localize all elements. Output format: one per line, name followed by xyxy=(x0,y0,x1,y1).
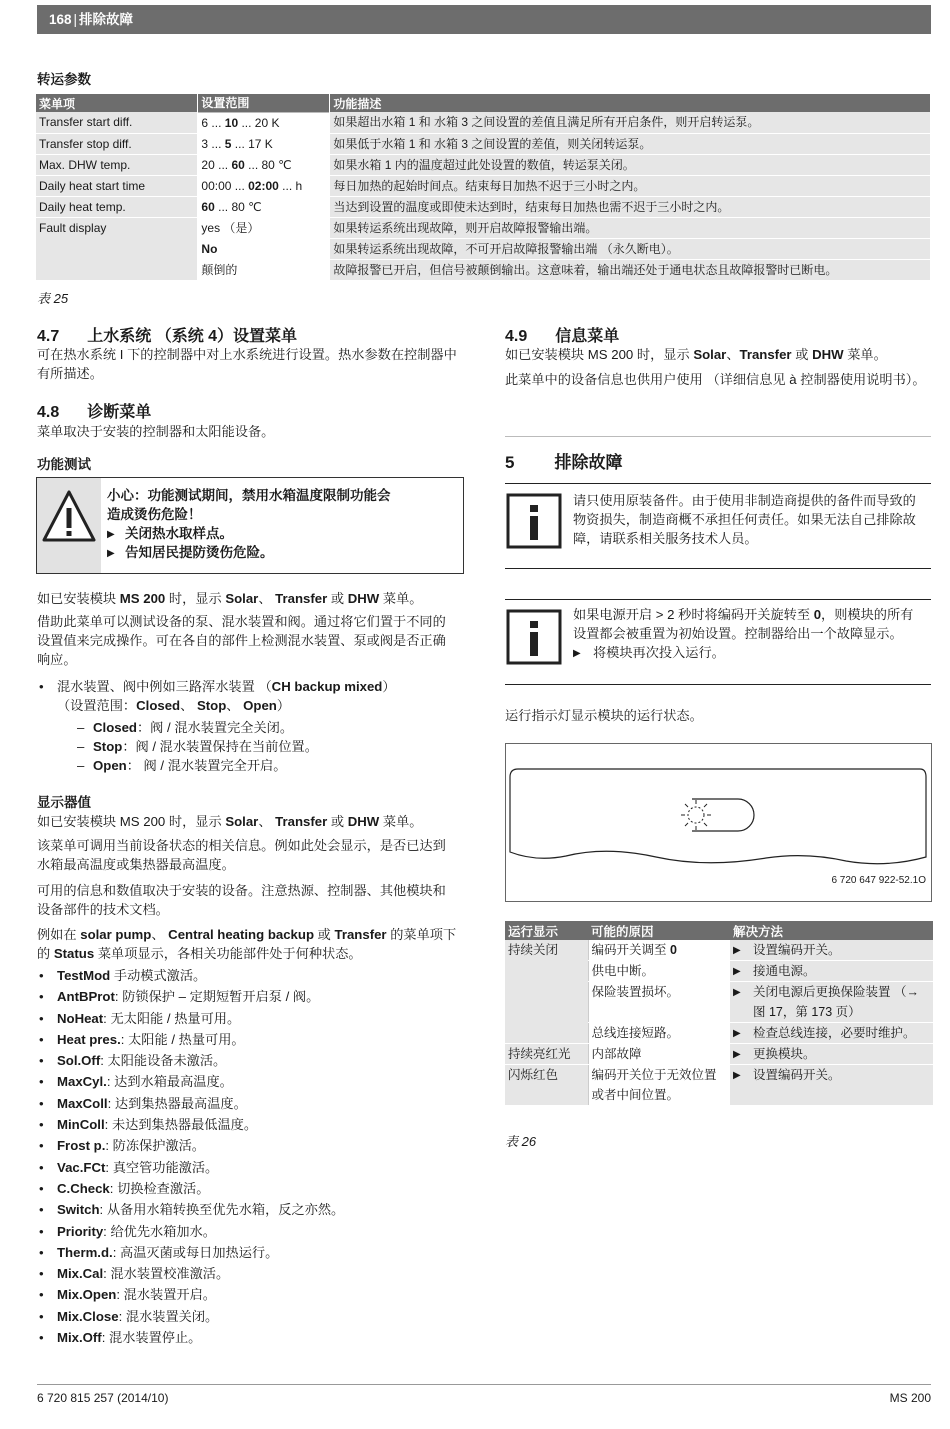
col-header: 菜单项 xyxy=(36,94,198,112)
list-item: • Sol.Off: 太阳能设备未激活。 xyxy=(37,1050,467,1071)
table-row: 供电中断。 ▶ 接通电源。 xyxy=(505,961,933,982)
list-item: • Priority: 给优先水箱加水。 xyxy=(37,1221,467,1242)
info-box-2: 如果电源开启 > 2 秒时将编码开关旋转至 0，则模块的所有设置都会被重置为初始设置。控制器给出一个故障显示。 ▶ 将模块再次投入运行。 xyxy=(505,599,931,685)
table-row: Transfer start diff. 6 ... 10 ... 20 K 如果超出水箱 1 和 水箱 3 之间设置的差值且满足所有开启条件，则开启转运泵。 xyxy=(36,112,931,133)
section-4-8-heading: 4.8 诊断菜单 xyxy=(37,404,152,421)
section-4-7-text: 可在热水系统 I 下的控制器中对上水系统进行设置。热水参数在控制器中有所描述。 xyxy=(37,347,457,381)
function-test-p1: 如已安装模块 MS 200 时，显示 Solar、 Transfer 或 DHW 菜单。 xyxy=(37,591,423,606)
table-row: Max. DHW temp. 20 ... 60 ... 80 ℃ 如果水箱 1 内的温度超过此处设置的数值，转运泵关闭。 xyxy=(36,154,931,175)
list-item: • 混水装置、阀中例如三路浑水装置 （CH backup mixed） （设置范围：Closed、 Stop、 Open） xyxy=(37,677,467,715)
display-values-p4: 例如在 solar pump、 Central heating backup 或 Transfer 的菜单项下的 Status 菜单项显示，各相关功能部件处于何种状态。 xyxy=(37,927,457,961)
display-values-p3: 可用的信息和数值取决于安装的设备。注意热源、控制器、其他模块和设备部件的技术文档。 xyxy=(37,883,446,917)
chapter-title: 排除故障 xyxy=(79,12,134,27)
info-box-1: 请只使用原装备件。由于使用非制造商提供的备件而导致的物资损失，制造商概不承担任何责任。如果无法自己排除故障，请联系相关服务技术人员。 xyxy=(505,483,931,569)
status-led-text: 运行指示灯显示模块的运行状态。 xyxy=(505,708,703,723)
section-5-heading: 5 排除故障 xyxy=(505,453,623,472)
list-item: – Stop：阀 / 混水装置保持在当前位置。 xyxy=(77,737,318,756)
col-header: 解决方法 xyxy=(730,921,933,940)
col-header: 设置范围 xyxy=(198,94,330,112)
list-item: • Vac.FCt: 真空管功能激活。 xyxy=(37,1157,467,1178)
footer-rule xyxy=(37,1384,931,1385)
list-item: • MinColl: 未达到集热器最低温度。 xyxy=(37,1114,467,1135)
section-4-7-heading: 4.7 上水系统 （系统 4）设置菜单 xyxy=(37,328,298,345)
col-header: 运行显示 xyxy=(505,921,588,940)
function-test-heading: 功能测试 xyxy=(37,457,91,472)
page-number: 168 xyxy=(49,12,72,27)
list-item: • AntBProt: 防锁保护 – 定期短暂开启泵 / 阀。 xyxy=(37,986,467,1007)
warning-box: 小心：功能测试期间，禁用水箱温度限制功能会 造成烫伤危险！ ▶ 关闭热水取样点。 ▶ 告知居民提防烫伤危险。 xyxy=(36,477,464,574)
col-header: 可能的原因 xyxy=(588,921,730,940)
footer-doc-number: 6 720 815 257 (2014/10) xyxy=(37,1391,169,1405)
list-item: • Switch: 从备用水箱转换至优先水箱，反之亦然。 xyxy=(37,1199,467,1220)
section-4-9-p2: 此菜单中的设备信息也供用户使用 （详细信息见 à 控制器使用说明书）。 xyxy=(505,372,926,387)
list-item: • MaxColl: 达到集热器最高温度。 xyxy=(37,1093,467,1114)
display-values-heading: 显示器值 xyxy=(37,795,91,810)
section-4-9-p1: 如已安装模块 MS 200 时，显示 Solar、Transfer 或 DHW 菜单。 xyxy=(505,347,887,362)
list-item: • Mix.Close: 混水装置关闭。 xyxy=(37,1306,467,1327)
list-item: • Frost p.: 防冻保护激活。 xyxy=(37,1135,467,1156)
table25-caption: 表 25 xyxy=(37,291,69,306)
page-header: 168 | 排除故障 xyxy=(37,5,931,34)
footer-product: MS 200 xyxy=(889,1391,931,1405)
table-row: 保险装置损坏。 ▶ 关闭电源后更换保险装置 （→ 图 17，第 173 页） xyxy=(505,982,933,1023)
section-4-9-heading: 4.9 信息菜单 xyxy=(505,328,620,345)
section-4-8-text: 菜单取决于安装的控制器和太阳能设备。 xyxy=(37,424,275,439)
list-item: • Therm.d.: 高温灭菌或每日加热运行。 xyxy=(37,1242,467,1263)
table-row: Transfer stop diff. 3 ... 5 ... 17 K 如果低于水箱 1 和 水箱 3 之间设置的差值，则关闭转运泵。 xyxy=(36,133,931,154)
col-header: 功能描述 xyxy=(330,94,931,112)
table-row: No 如果转运系统出现故障，不可开启故障报警输出端 （永久断电）。 xyxy=(36,238,931,259)
status-list xyxy=(37,965,467,1348)
display-values-p2: 该菜单可调用当前设备状态的相关信息。例如此处会显示，是否已达到水箱最高温度或集热器最高温度。 xyxy=(37,838,446,872)
function-test-p2: 借助此菜单可以测试设备的泵、混水装置和阀。通过将它们置于不同的设置值来完成操作。可在各自的部件上检测混水装置、泵或阀是否正确响应。 xyxy=(37,614,446,667)
table-row: 闪烁红色 编码开关位于无效位置或者中间位置。 ▶ 设置编码开关。 xyxy=(505,1065,933,1106)
list-item: • C.Check: 切换检查激活。 xyxy=(37,1178,467,1199)
divider xyxy=(505,436,931,437)
table-row: 颠倒的 故障报警已开启，但信号被颠倒输出。这意味着，输出端还处于通电状态且故障报警时已断电。 xyxy=(36,259,931,280)
table-row: 持续亮红光 内部故障 ▶ 更换模块。 xyxy=(505,1044,933,1065)
list-item: – Closed：阀 / 混水装置完全关闭。 xyxy=(77,718,318,737)
list-item: • NoHeat: 无太阳能 / 热量可用。 xyxy=(37,1008,467,1029)
table-row: Daily heat start time 00:00 ... 02:00 ... h 每日加热的起始时间点。结束每日加热不迟于三小时之内。 xyxy=(36,175,931,196)
table-row: Fault display yes （是） 如果转运系统出现故障，则开启故障报警输出端。 xyxy=(36,217,931,238)
display-values-p1: 如已安装模块 MS 200 时，显示 Solar、 Transfer 或 DHW 菜单。 xyxy=(37,814,423,829)
list-item: • Mix.Cal: 混水装置校准激活。 xyxy=(37,1263,467,1284)
function-test-list xyxy=(37,677,467,715)
warning-icon xyxy=(37,478,101,573)
table-row: Daily heat temp. 60 ... 80 ℃ 当达到设置的温度或即使未达到时，结束每日加热也需不迟于三小时之内。 xyxy=(36,196,931,217)
list-item: • TestMod 手动模式激活。 xyxy=(37,965,467,986)
list-item: • Mix.Open: 混水装置开启。 xyxy=(37,1284,467,1305)
module-figure xyxy=(505,743,932,902)
list-item: • Heat pres.: 太阳能 / 热量可用。 xyxy=(37,1029,467,1050)
figure-label: 6 720 647 922-52.1O xyxy=(831,875,926,886)
info-icon xyxy=(505,492,563,550)
table-row: 总线连接短路。 ▶ 检查总线连接，必要时维护。 xyxy=(505,1023,933,1044)
table-26 xyxy=(505,921,933,1106)
list-item: – Open： 阀 / 混水装置完全开启。 xyxy=(77,756,318,775)
valve-state-list xyxy=(37,718,318,775)
table-row: 持续关闭 编码开关调至 0 ▶ 设置编码开关。 xyxy=(505,940,933,961)
table25-heading: 转运参数 xyxy=(37,72,91,87)
list-item: • Mix.Off: 混水装置停止。 xyxy=(37,1327,467,1348)
table-25 xyxy=(36,94,931,281)
info-icon xyxy=(505,608,563,666)
list-item: • MaxCyl.: 达到水箱最高温度。 xyxy=(37,1071,467,1092)
table26-caption: 表 26 xyxy=(505,1134,537,1149)
